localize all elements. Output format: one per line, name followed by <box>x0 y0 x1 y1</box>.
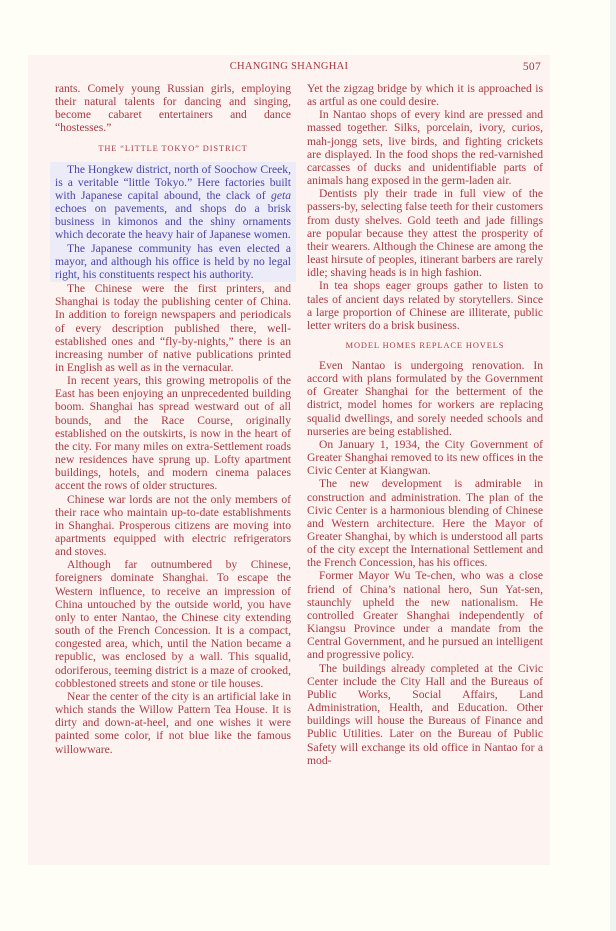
paragraph-japanese-community: The Japanese community has even elected a mayor, and although his office is held by no legal right, his constituents respect his authority. <box>55 241 291 281</box>
paragraph: Although far outnumbered by Chinese, foreigners dominate Shanghai. To escape the Western influence, to receive an impression of China untouched by the outside world, you have only to enter Nantao, the Chinese city extending south of the French Concession. It is a compact, congested area, which, until the Nation became a republic, was enclosed by a wall. This squalid, odoriferous, teeming district is a maze of crooked, cobblestoned streets and stone or tile houses. <box>55 558 291 690</box>
page-number: 507 <box>522 61 541 73</box>
paragraph: In tea shops eager groups gather to listen to tales of ancient days related by storytellers. Since a large proportion of Chinese are illiterate, public letter writers do a brisk business. <box>307 279 543 332</box>
paragraph-hongkew: The Hongkew district, north of Soochow Creek, is a veritable “little Tokyo.” Here factories built with Japanese capital abound, the clack of geta echoes on pavements, and shops do a brisk business in kimonos and the shiny ornaments which decorate the heavy hair of Japanese women. <box>55 162 291 242</box>
book-page <box>28 55 550 865</box>
paragraph: Yet the zigzag bridge by which it is approached is as artful as one could desire. <box>307 82 543 109</box>
right-edge-strip <box>610 0 616 931</box>
running-head <box>28 61 550 77</box>
highlighted-passage[interactable] <box>50 162 296 282</box>
paragraph: Near the center of the city is an artificial lake in which stands the Willow Pattern Tea House. It is dirty and down-at-heel, and one wishes it were painted some color, if not blue like the famous willowware. <box>55 689 291 756</box>
section-heading-little-tokyo: THE “LITTLE TOKYO” DISTRICT <box>98 143 248 153</box>
section-heading-model-homes: MODEL HOMES REPLACE HOVELS <box>345 340 505 350</box>
paragraph: The Chinese were the first printers, and Shanghai is today the publishing center of China. In addition to foreign newspapers and periodicals of every description published there, well-established ones and “fly-by-nights,” there is an increasing number of native publications printed in English as well as in the vernacular. <box>55 282 291 374</box>
running-title: CHANGING SHANGHAI <box>229 61 349 72</box>
right-column <box>307 82 543 767</box>
paragraph: Even Nantao is undergoing renovation. In accord with plans formulated by the Government of Greater Shanghai for the betterment of the district, model homes for workers are replacing squalid dwellings, and sorely needed schools and nurseries are being established. <box>307 358 543 438</box>
paragraph: In Nantao shops of every kind are pressed and massed together. Silks, porcelain, ivory, curios, mah-jongg sets, live birds, and fighting crickets are displayed. In the food shops the red-varnished carcasses of ducks and unidentifiable parts of animals hang exposed in the germ-laden air. <box>307 108 543 188</box>
paragraph: Former Mayor Wu Te-chen, who was a close friend of China’s national hero, Sun Yat-sen, staunchly upheld the new nationalism. He controlled Greater Shanghai independently of Kiangsu Province under a mandate from the Central Government, and he pursued an intelligent and progressive policy. <box>307 569 543 662</box>
paragraph: rants. Comely young Russian girls, employing their natural talents for dancing and singing, become cabaret entertainers and dance “hostesses.” <box>55 82 291 135</box>
paragraph: The new development is admirable in construction and administration. The plan of the Civic Center is a harmonious blending of Chinese and Western architecture. Here the Mayor of Greater Shanghai, by which is understood all parts of the city except the International Settlement and the French Concession, has his offices. <box>307 477 543 570</box>
left-column <box>55 82 291 756</box>
italic-term-geta: geta <box>271 188 291 202</box>
paragraph: The buildings already completed at the Civic Center include the City Hall and the Bureaus of Public Works, Social Affairs, Land Administration, Health, and Education. Other buildings will house the Bureaus of Finance and Public Utilities. Later on the Bureau of Public Safety will exchange its old office in Nantao for a mod- <box>307 661 543 767</box>
paragraph: Chinese war lords are not the only members of their race who maintain up-to-date establishments in Shanghai. Prosperous citizens are moving into apartments equipped with electric refrigerators and stoves. <box>55 492 291 559</box>
paragraph: Dentists ply their trade in full view of the passers-by, selecting false teeth for their customers from dusty shelves. Gold teeth and jade fillings are popular because they attest the prosperity of their wearers. Although the Chinese are among the least hirsute of peoples, itinerant barbers are rarely idle; shaving heads is in high fashion. <box>307 187 543 280</box>
paragraph: In recent years, this growing metropolis of the East has been enjoying an unprecedented building boom. Shanghai has spread westward out of all bounds, and the Race Course, originally established on the outskirts, is now in the heart of the city. For many miles on extra-Settlement roads new residences have sprung up. Lofty apartment buildings, hotels, and modern cinema palaces accent the rows of older structures. <box>55 374 291 493</box>
paragraph: On January 1, 1934, the City Government of Greater Shanghai removed to its new offices in the Civic Center at Kiangwan. <box>307 437 543 478</box>
